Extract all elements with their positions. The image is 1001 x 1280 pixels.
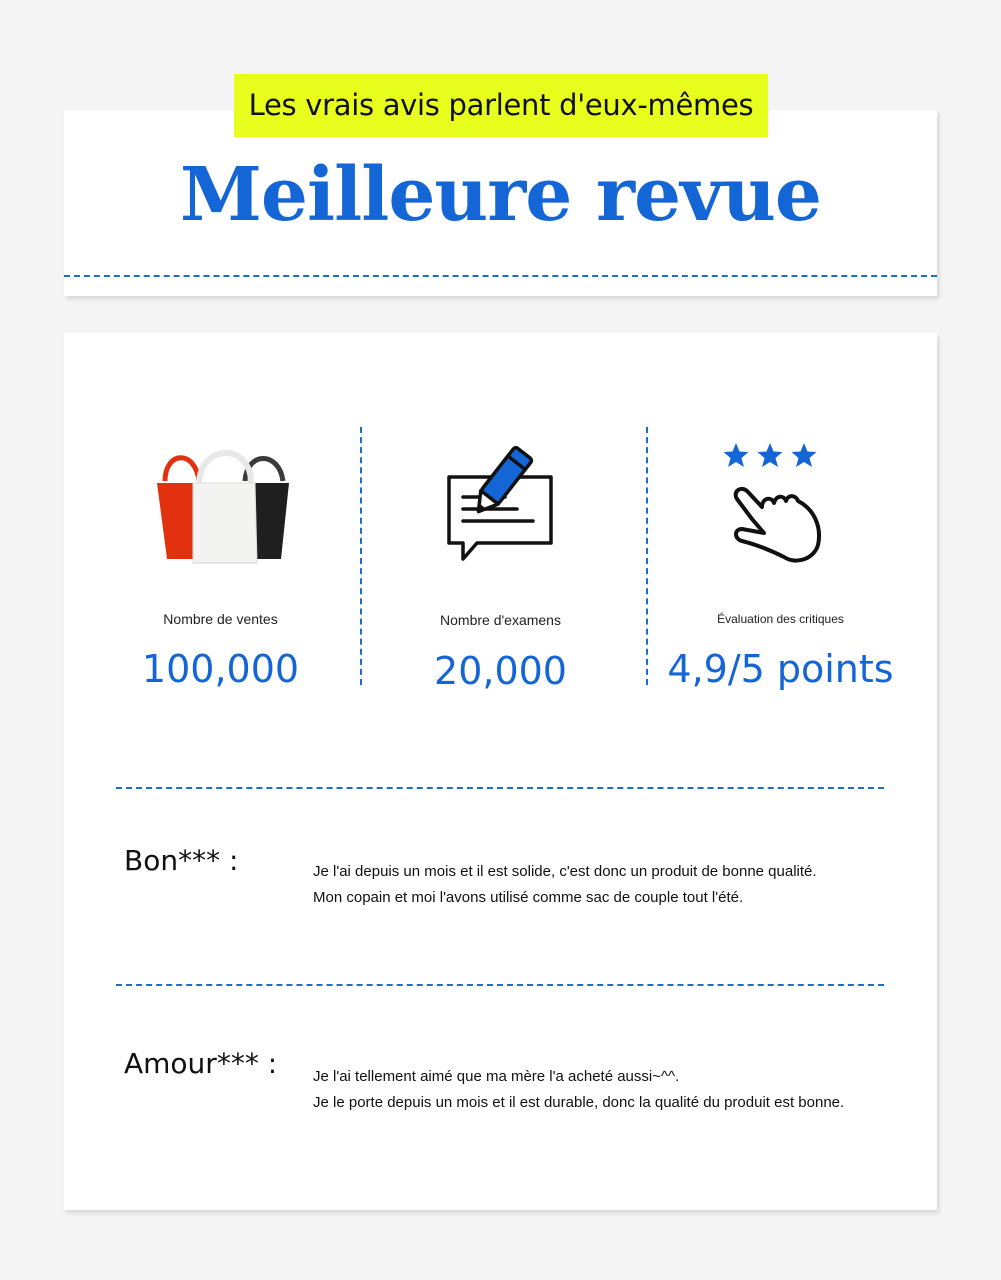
main-card [64, 333, 937, 1210]
section-divider [116, 984, 884, 986]
review-author: Amour*** : [124, 1047, 278, 1080]
stat-rating [638, 433, 923, 693]
review-pencil-icon [443, 445, 559, 563]
stat-value: 4,9/5 points [667, 647, 894, 691]
header-card [64, 110, 937, 296]
stat-label: Nombre d'examens [440, 612, 561, 628]
stars-hand-icon [722, 441, 834, 569]
page-title: Meilleure revue [180, 152, 821, 238]
stat-label: Évaluation des critiques [717, 612, 844, 626]
review-line: Je le porte depuis un mois et il est durable, donc la qualité du produit est bonne. [313, 1094, 845, 1111]
stat-reviews [358, 433, 643, 693]
stat-value: 100,000 [141, 647, 300, 691]
stat-value: 20,000 [434, 649, 567, 693]
review-line: Je l'ai tellement aimé que ma mère l'a acheté aussi~^^. [313, 1068, 680, 1085]
stat-sales [78, 433, 363, 693]
review-author: Bon*** : [124, 844, 239, 877]
review-line: Mon copain et moi l'avons utilisé comme sac de couple tout l'été. [313, 889, 744, 906]
header-divider [64, 275, 937, 277]
tote-bags-icon [153, 441, 293, 566]
tagline: Les vrais avis parlent d'eux-mêmes [234, 74, 768, 137]
section-divider [116, 787, 884, 789]
review-line: Je l'ai depuis un mois et il est solide, c'est donc un produit de bonne qualité. [313, 863, 817, 880]
stat-label: Nombre de ventes [163, 611, 278, 627]
